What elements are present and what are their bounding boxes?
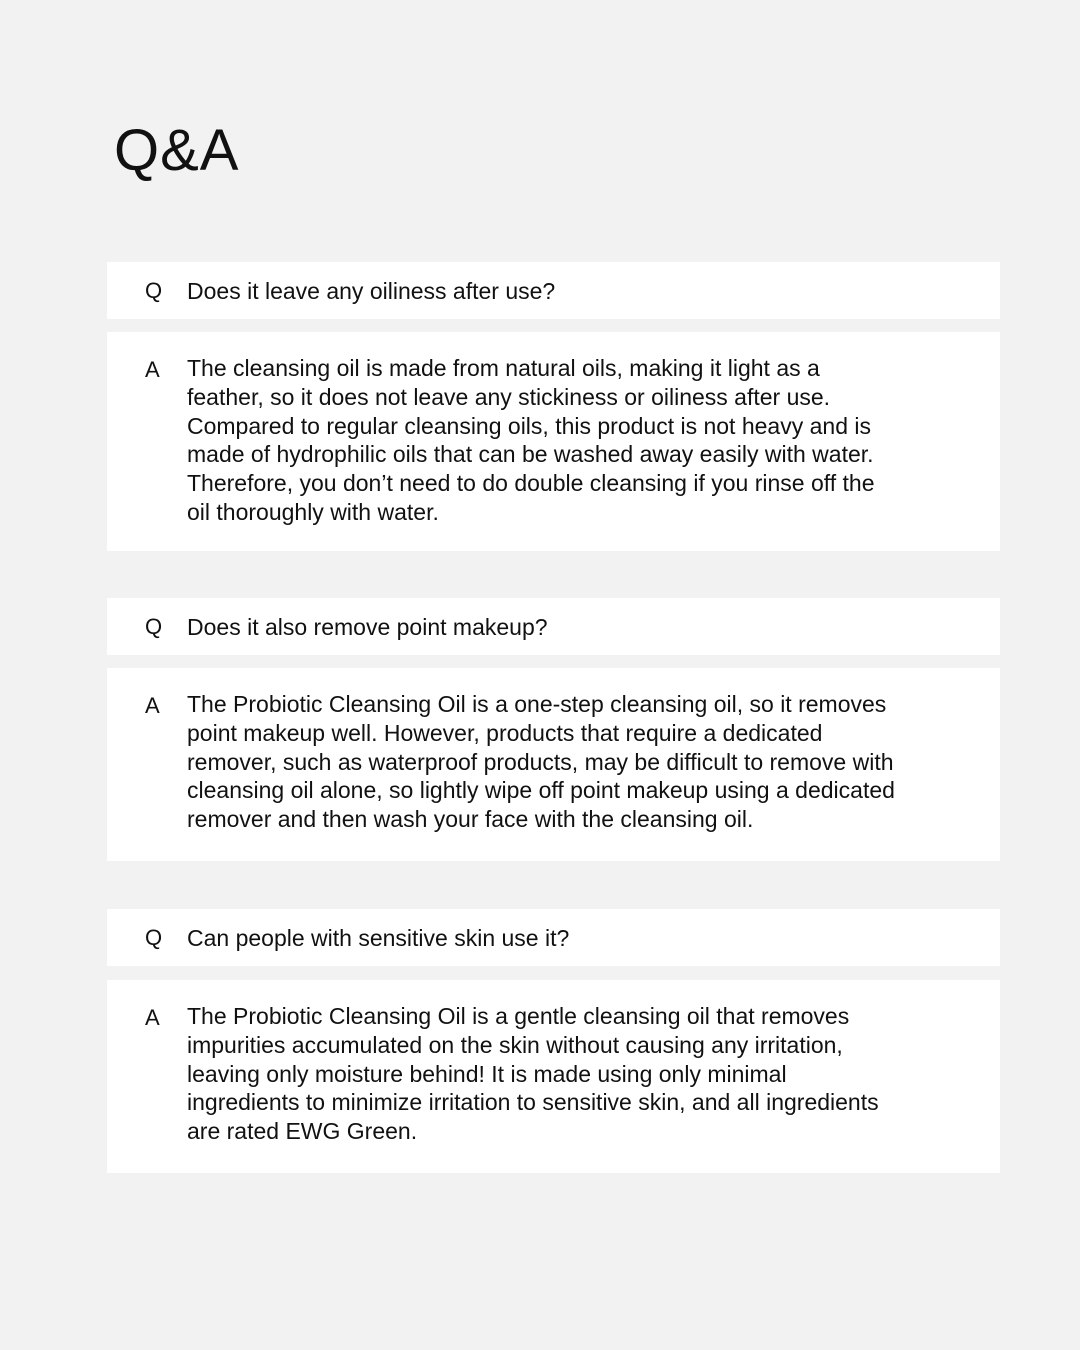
answer-marker: A bbox=[145, 693, 160, 718]
question-box-3 bbox=[107, 909, 1000, 966]
answer-line: ingredients to minimize irritation to sensitive skin, and all ingredients bbox=[187, 1089, 879, 1116]
answer-line: impurities accumulated on the skin without causing any irritation, bbox=[187, 1031, 843, 1058]
answer-marker: A bbox=[145, 357, 160, 382]
page-title: Q&A bbox=[114, 118, 240, 183]
answer-line: feather, so it does not leave any stickiness or oiliness after use. bbox=[187, 383, 831, 410]
question-text-1: Does it leave any oiliness after use? bbox=[187, 278, 556, 304]
answer-marker: A bbox=[145, 1005, 160, 1030]
answer-line: Compared to regular cleansing oils, this product is not heavy and is bbox=[187, 412, 871, 439]
answer-line: point makeup well. However, products that require a dedicated bbox=[187, 719, 823, 746]
question-marker: Q bbox=[145, 278, 163, 303]
question-box-2 bbox=[107, 598, 1000, 655]
answer-box-1 bbox=[107, 332, 1000, 551]
answer-line: remover and then wash your face with the cleansing oil. bbox=[187, 806, 754, 833]
answer-line: cleansing oil alone, so lightly wipe off point makeup using a dedicated bbox=[187, 777, 895, 804]
question-box-1 bbox=[107, 262, 1000, 319]
question-marker: Q bbox=[145, 614, 163, 639]
question-text-2: Does it also remove point makeup? bbox=[187, 614, 548, 640]
answer-line: Therefore, you don’t need to do double cleansing if you rinse off the bbox=[187, 470, 875, 497]
answer-line: leaving only moisture behind! It is made using only minimal bbox=[187, 1060, 787, 1087]
answer-line: The Probiotic Cleansing Oil is a gentle cleansing oil that removes bbox=[187, 1003, 850, 1029]
answer-line: oil thoroughly with water. bbox=[187, 498, 439, 525]
question-marker: Q bbox=[145, 925, 163, 950]
answer-text-1 bbox=[187, 354, 982, 527]
answer-text-3 bbox=[187, 1002, 982, 1146]
question-text-3: Can people with sensitive skin use it? bbox=[187, 925, 570, 951]
answer-line: remover, such as waterproof products, may be difficult to remove with bbox=[187, 748, 894, 775]
answer-box-2 bbox=[107, 668, 1000, 861]
answer-line: are rated EWG Green. bbox=[187, 1118, 418, 1145]
answer-line: The Probiotic Cleansing Oil is a one-step cleansing oil, so it removes bbox=[187, 691, 887, 717]
answer-line: The cleansing oil is made from natural oils, making it light as a bbox=[187, 355, 820, 381]
answer-text-2 bbox=[187, 690, 982, 834]
answer-box-3 bbox=[107, 980, 1000, 1173]
answer-line: made of hydrophilic oils that can be washed away easily with water. bbox=[187, 441, 874, 468]
